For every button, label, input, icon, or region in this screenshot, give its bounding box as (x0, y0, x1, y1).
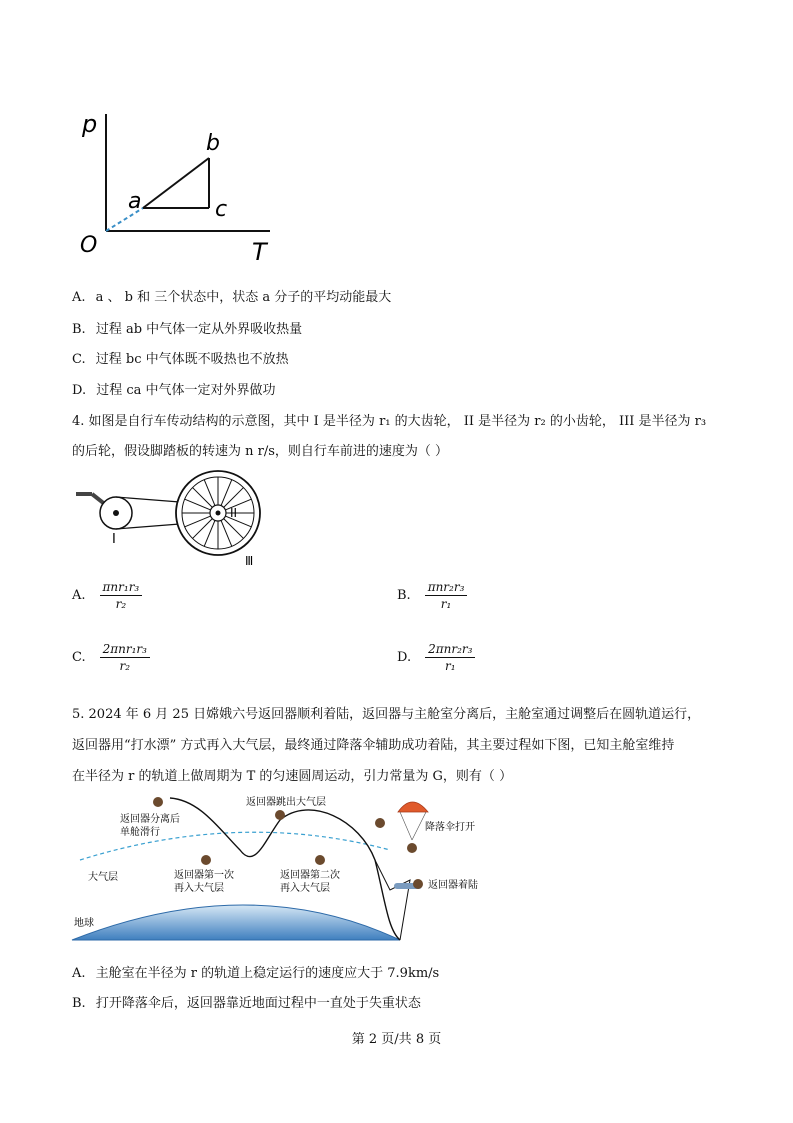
capsule-icon (201, 855, 211, 865)
point-a-label: a (128, 189, 142, 214)
parachute-icon (398, 802, 428, 812)
earth-surface (72, 905, 400, 940)
option-letter: A. (72, 588, 86, 603)
label-iii: Ⅲ (245, 554, 254, 568)
option-fraction (100, 642, 150, 673)
label-i: I (112, 532, 116, 547)
option-text: 过程 ab 中气体一定从外界吸收热量 (95, 322, 303, 337)
q3-option-d (72, 379, 276, 398)
page-footer: 第 2 页/共 8 页 (351, 1032, 442, 1047)
reentry-figure (70, 790, 500, 950)
option-text: a 、 b 和 三个状态中，状态 a 分子的平均动能最大 (95, 290, 392, 305)
q4-stem-line1: 4. 如图是自行车传动结构的示意图，其中 I 是半径为 r₁ 的大齿轮， II 是半径为 r₂ 的小齿轮， III 是半径为 r₃ (72, 414, 707, 429)
q5-stem-line2: 返回器用“打水漂” 方式再入大气层，最终通过降落伞辅助成功着陆，其主要过程如下图，已知主舱室维持 (72, 738, 675, 753)
q4-option-d (397, 642, 475, 673)
label-separate-2: 单舱滑行 (120, 827, 160, 838)
segment-ab (143, 158, 209, 208)
option-text: 过程 bc 中气体既不吸热也不放热 (95, 352, 289, 367)
point-c-label: c (215, 197, 228, 222)
fraction-numerator: 2πnr₂r₃ (425, 642, 475, 658)
option-letter: C. (72, 352, 86, 367)
capsule-icon (275, 810, 285, 820)
fraction-numerator: πnr₂r₃ (425, 580, 468, 596)
capsule-icon (413, 879, 423, 889)
capsule-icon (407, 843, 417, 853)
option-letter: D. (72, 383, 87, 398)
option-letter: C. (72, 650, 86, 665)
small-gear-hub (216, 511, 221, 516)
large-gear-hub (113, 510, 119, 516)
parachute-line (400, 812, 412, 840)
option-fraction (425, 580, 468, 611)
fraction-denominator: r₁ (440, 597, 452, 611)
label-second-2: 再入大气层 (280, 883, 330, 894)
label-first-2: 再入大气层 (174, 883, 224, 894)
fraction-denominator: r₂ (115, 597, 127, 611)
option-fraction (425, 642, 475, 673)
capsule-icon (315, 855, 325, 865)
q3-option-b (72, 318, 302, 337)
option-text: 主舱室在半径为 r 的轨道上稳定运行的速度应大于 7.9km/s (95, 966, 440, 981)
fraction-numerator: πnr₁r₃ (100, 580, 143, 596)
option-letter: B. (397, 588, 411, 603)
q5-option-b (72, 992, 421, 1011)
q4-option-c (72, 642, 150, 673)
fraction-numerator: 2πnr₁r₃ (100, 642, 150, 658)
label-second-1: 返回器第二次 (280, 870, 340, 881)
pv-graph (70, 100, 280, 270)
axis-label-p: p (82, 110, 98, 138)
point-b-label: b (206, 131, 220, 156)
capsule-icon (153, 797, 163, 807)
option-fraction (100, 580, 143, 611)
q4-option-b (397, 580, 467, 611)
label-earth: 地球 (74, 918, 94, 929)
q4-option-a (72, 580, 142, 611)
q4-stem-line2: 的后轮，假设脚踏板的转速为 n r/s，则自行车前进的速度为（ ） (72, 444, 449, 459)
option-text: 过程 ca 中气体一定对外界做功 (96, 383, 276, 398)
parachute-line (412, 812, 426, 840)
option-letter: B. (72, 322, 86, 337)
origin-label: O (80, 233, 98, 258)
option-letter: D. (397, 650, 412, 665)
capsule-icon (375, 818, 385, 828)
option-text: 打开降落伞后，返回器靠近地面过程中一直处于失重状态 (95, 996, 421, 1011)
label-atmosphere: 大气层 (88, 872, 118, 883)
q3-option-c (72, 348, 289, 367)
q5-stem-line3: 在半径为 r 的轨道上做周期为 T 的匀速圆周运动，引力常量为 G，则有（ ） (72, 769, 513, 784)
label-ii: II (230, 506, 238, 520)
fraction-denominator: r₁ (444, 659, 456, 673)
axis-label-t: T (252, 238, 267, 266)
label-first-1: 返回器第一次 (174, 870, 234, 881)
q3-option-a (72, 286, 391, 305)
label-landing: 返回器着陆 (428, 880, 478, 891)
fraction-denominator: r₂ (119, 659, 131, 673)
option-letter: B. (72, 996, 86, 1011)
label-parachute: 降落伞打开 (425, 822, 475, 833)
q5-stem-line1: 5. 2024 年 6 月 25 日嫦娥六号返回器顺利着陆，返回器与主舱室分离后，主舱室通过调整后在圆轨道运行， (72, 707, 701, 722)
option-letter: A. (72, 290, 86, 305)
q5-option-a (72, 962, 439, 981)
option-letter: A. (72, 966, 86, 981)
bicycle-drive-figure (70, 465, 280, 570)
label-skip-out: 返回器跳出大气层 (246, 797, 326, 808)
label-separate-1: 返回器分离后 (120, 814, 180, 825)
